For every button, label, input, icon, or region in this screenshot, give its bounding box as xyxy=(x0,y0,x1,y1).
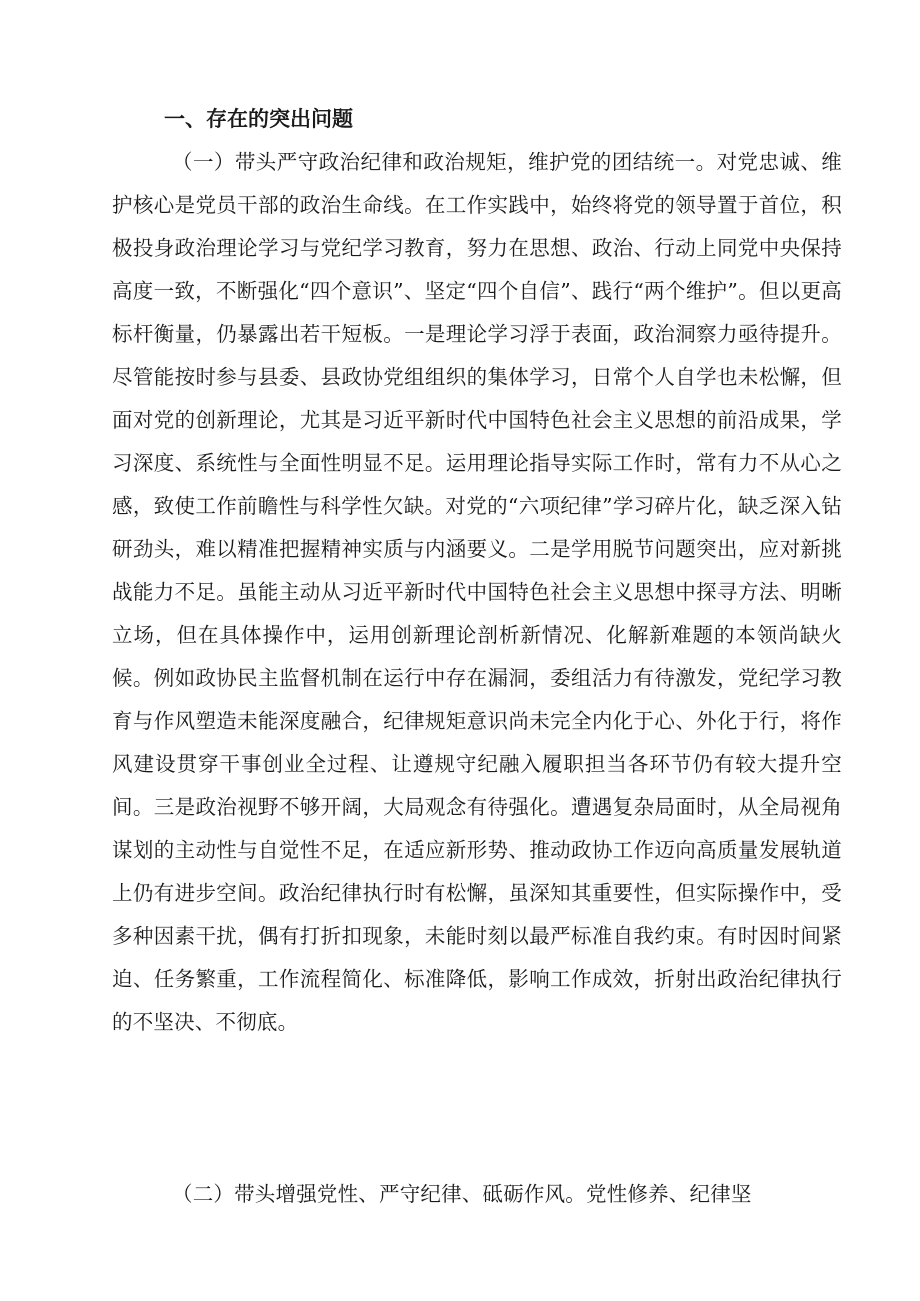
paragraph-political-discipline: （一）带头严守政治纪律和政治规矩，维护党的团结统一。对党忠诚、维护核心是党员干部的政治生命线。在工作实践中，始终将党的领导置于首位，积极投身政治理论学习与党纪学习教育，努力在思想、政治、行动上同党中央保持高度一致，不断强化“四个意识”、坚定“四个自信”、践行“两个维护”。但以更高标杆衡量，仍暴露出若干短板。一是理论学习浮于表面，政治洞察力亟待提升。尽管能按时参与县委、县政协党组组织的集体学习，日常个人自学也未松懈，但面对党的创新理论，尤其是习近平新时代中国特色社会主义思想的前沿成果，学习深度、系统性与全面性明显不足。运用理论指导实际工作时，常有力不从心之感，致使工作前瞻性与科学性欠缺。对党的“六项纪律”学习碎片化，缺乏深入钻研劲头，难以精准把握精神实质与内涵要义。二是学用脱节问题突出，应对新挑战能力不足。虽能主动从习近平新时代中国特色社会主义思想中探寻方法、明晰立场，但在具体操作中，运用创新理论剖析新情况、化解新难题的本领尚缺火候。例如政协民主监督机制在运行中存在漏洞，委组活力有待激发，党纪学习教育与作风塑造未能深度融合，纪律规矩意识尚未完全内化于心、外化于行，将作风建设贯穿干事创业全过程、让遵规守纪融入履职担当各环节仍有较大提升空间。三是政治视野不够开阔，大局观念有待强化。遭遇复杂局面时，从全局视角谋划的主动性与自觉性不足，在适应新形势、推动政协工作迈向高质量发展轨道上仍有进步空间。政治纪律执行时有松懈，虽深知其重要性，但实际操作中，受多种因素干扰，偶有打折扣现象，未能时刻以最严标准自我约束。有时因时间紧迫、任务繁重，工作流程简化、标准降低，影响工作成效，折射出政治纪律执行的不坚决、不彻底。 xyxy=(112,150,842,1034)
document-body xyxy=(112,98,842,1216)
paragraph-party-spirit: （二）带头增强党性、严守纪律、砥砺作风。党性修养、纪律坚 xyxy=(172,1182,752,1206)
section-heading: 一、存在的突出问题 xyxy=(164,107,353,131)
